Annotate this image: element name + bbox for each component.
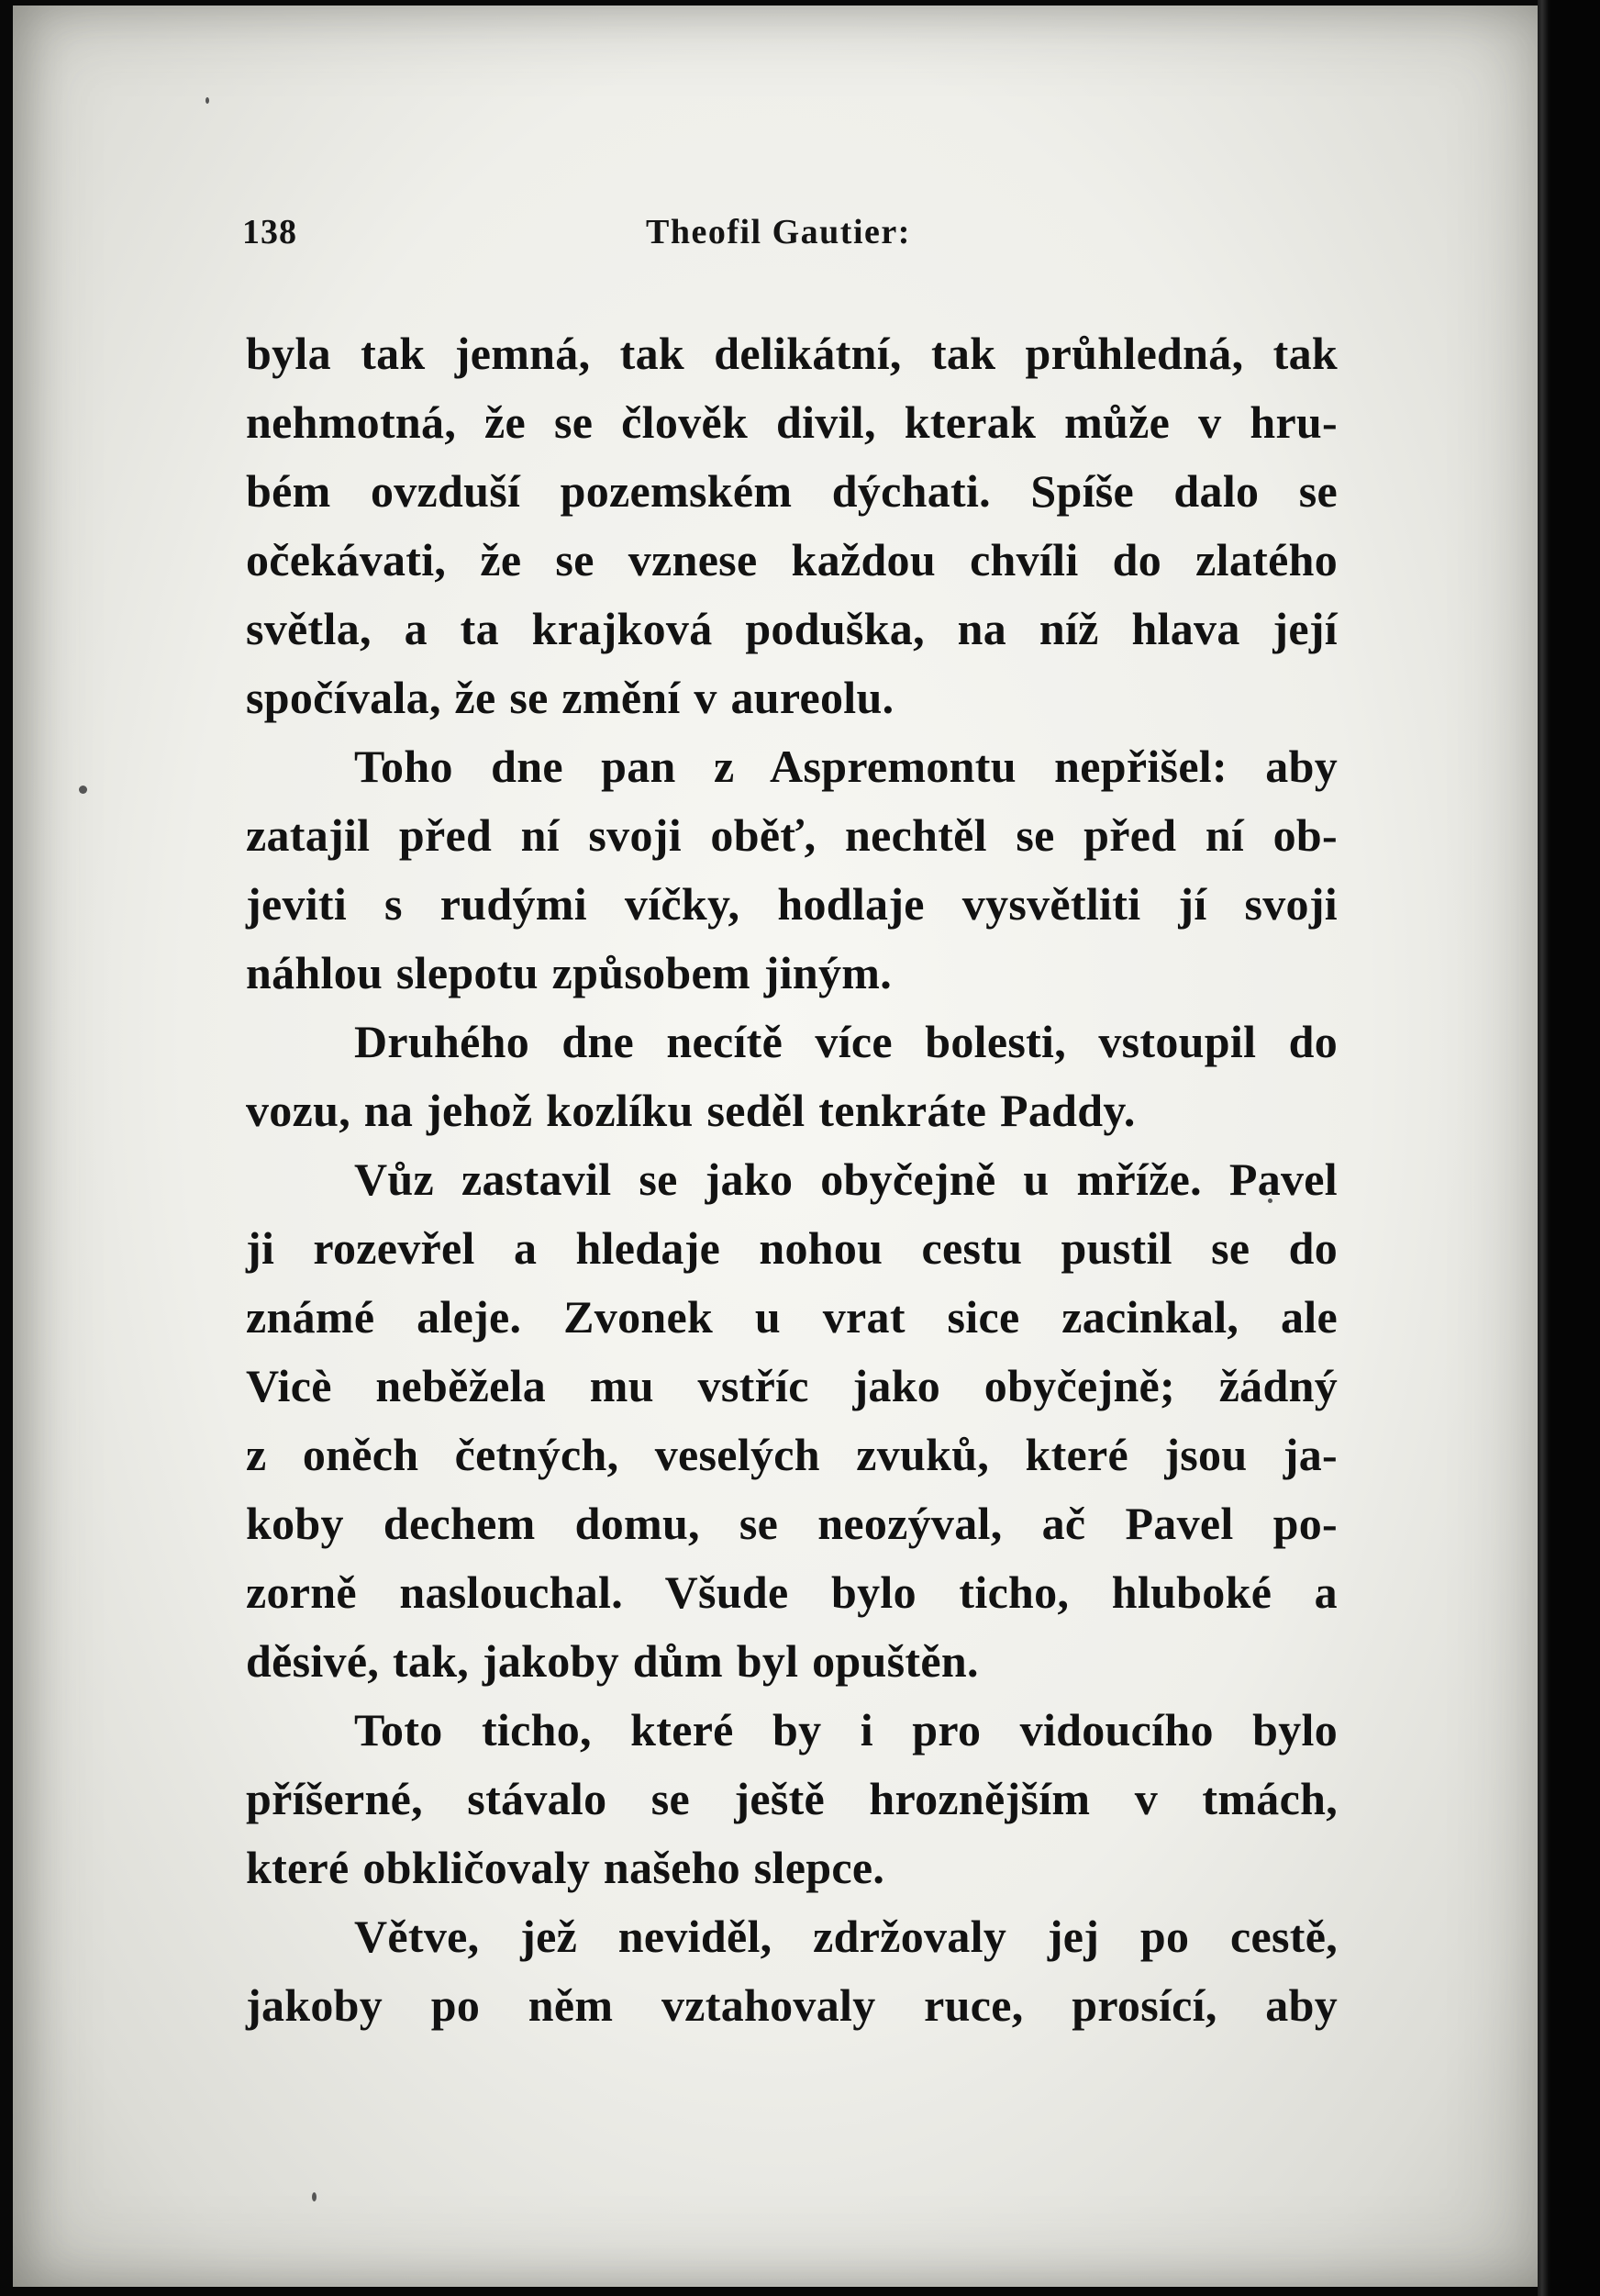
- page-number: 138: [242, 213, 297, 251]
- text-line-content: spočívala, že se změní v aureolu.: [246, 672, 894, 723]
- text-line-content: světla, a ta krajková poduška, na níž hlava její: [246, 603, 1338, 654]
- text-line: [246, 1145, 1338, 1214]
- text-line: [246, 1971, 1338, 2040]
- text-line: [246, 870, 1338, 939]
- text-line: [246, 1833, 1338, 1902]
- text-line-content: známé aleje. Zvonek u vrat sice zacinkal, ale: [246, 1291, 1338, 1343]
- text-line-content: Toto ticho, které by i pro vidoucího bylo: [354, 1704, 1338, 1755]
- text-line: [246, 1421, 1338, 1489]
- text-line-content: náhlou slepotu způsobem jiným.: [246, 947, 893, 998]
- text-line: [246, 1558, 1338, 1627]
- text-line: [246, 732, 1338, 801]
- print-speck: [79, 786, 87, 794]
- print-speck: [206, 97, 209, 104]
- text-line-content: ji rozevřel a hledaje nohou cestu pustil se do: [246, 1222, 1338, 1274]
- page-edge: [1538, 0, 1549, 2296]
- text-line-content: které obkličovaly našeho slepce.: [246, 1842, 885, 1893]
- text-line: [246, 595, 1338, 663]
- text-line-content: koby dechem domu, se neozýval, ač Pavel po-: [246, 1498, 1338, 1549]
- text-line-content: jakoby po něm vztahovaly ruce, prosící, aby: [246, 1979, 1338, 2031]
- text-line: [246, 1627, 1338, 1696]
- text-line-content: jeviti s rudými víčky, hodlaje vysvětliti jí svoji: [246, 878, 1338, 930]
- text-line: [246, 1283, 1338, 1352]
- text-line: [246, 526, 1338, 595]
- text-line-content: bém ovzduší pozemském dýchati. Spíše dalo se: [246, 465, 1338, 517]
- text-line-content: očekávati, že se vznese každou chvíli do zlatého: [246, 534, 1338, 585]
- text-line-content: Vůz zastavil se jako obyčejně u mříže. Pavel: [354, 1154, 1338, 1205]
- text-line: [246, 1352, 1338, 1421]
- text-line: [246, 1214, 1338, 1283]
- body-text: [246, 319, 1338, 2040]
- text-line: [246, 1902, 1338, 1971]
- text-line: [246, 1696, 1338, 1765]
- text-line-content: zatajil před ní svoji oběť, nechtěl se před ní ob-: [246, 809, 1338, 861]
- running-title: Theofil Gautier:: [646, 213, 911, 251]
- text-line: [246, 1076, 1338, 1145]
- text-line-content: nehmotná, že se člověk divil, kterak může v hru-: [246, 396, 1338, 448]
- text-line: [246, 1008, 1338, 1076]
- text-line-content: Vicè neběžela mu vstříc jako obyčejně; žádný: [246, 1360, 1338, 1411]
- text-line-content: Druhého dne necítě více bolesti, vstoupil do: [354, 1016, 1338, 1067]
- scan-border: [1550, 0, 1600, 2296]
- text-line-content: Větve, jež neviděl, zdržovaly jej po cestě,: [354, 1911, 1338, 1962]
- text-line-content: příšerné, stávalo se ještě hroznějším v tmách,: [246, 1773, 1338, 1824]
- text-line-content: byla tak jemná, tak delikátní, tak průhledná, tak: [246, 328, 1338, 379]
- text-line: [246, 663, 1338, 732]
- text-line: [246, 388, 1338, 457]
- text-line-content: Toho dne pan z Aspremontu nepřišel: aby: [354, 741, 1338, 792]
- text-line: [246, 939, 1338, 1008]
- text-line: [246, 457, 1338, 526]
- text-line-content: zorně naslouchal. Všude bylo ticho, hluboké a: [246, 1566, 1338, 1618]
- running-head: [242, 212, 1371, 267]
- text-line-content: z oněch četných, veselých zvuků, které jsou ja-: [246, 1429, 1338, 1480]
- text-line: [246, 319, 1338, 388]
- text-line: [246, 1765, 1338, 1833]
- text-line-content: děsivé, tak, jakoby dům byl opuštěn.: [246, 1635, 979, 1687]
- text-line-content: vozu, na jehož kozlíku seděl tenkráte Paddy.: [246, 1085, 1136, 1136]
- text-line: [246, 1489, 1338, 1558]
- print-speck: [312, 2192, 317, 2201]
- text-line: [246, 801, 1338, 870]
